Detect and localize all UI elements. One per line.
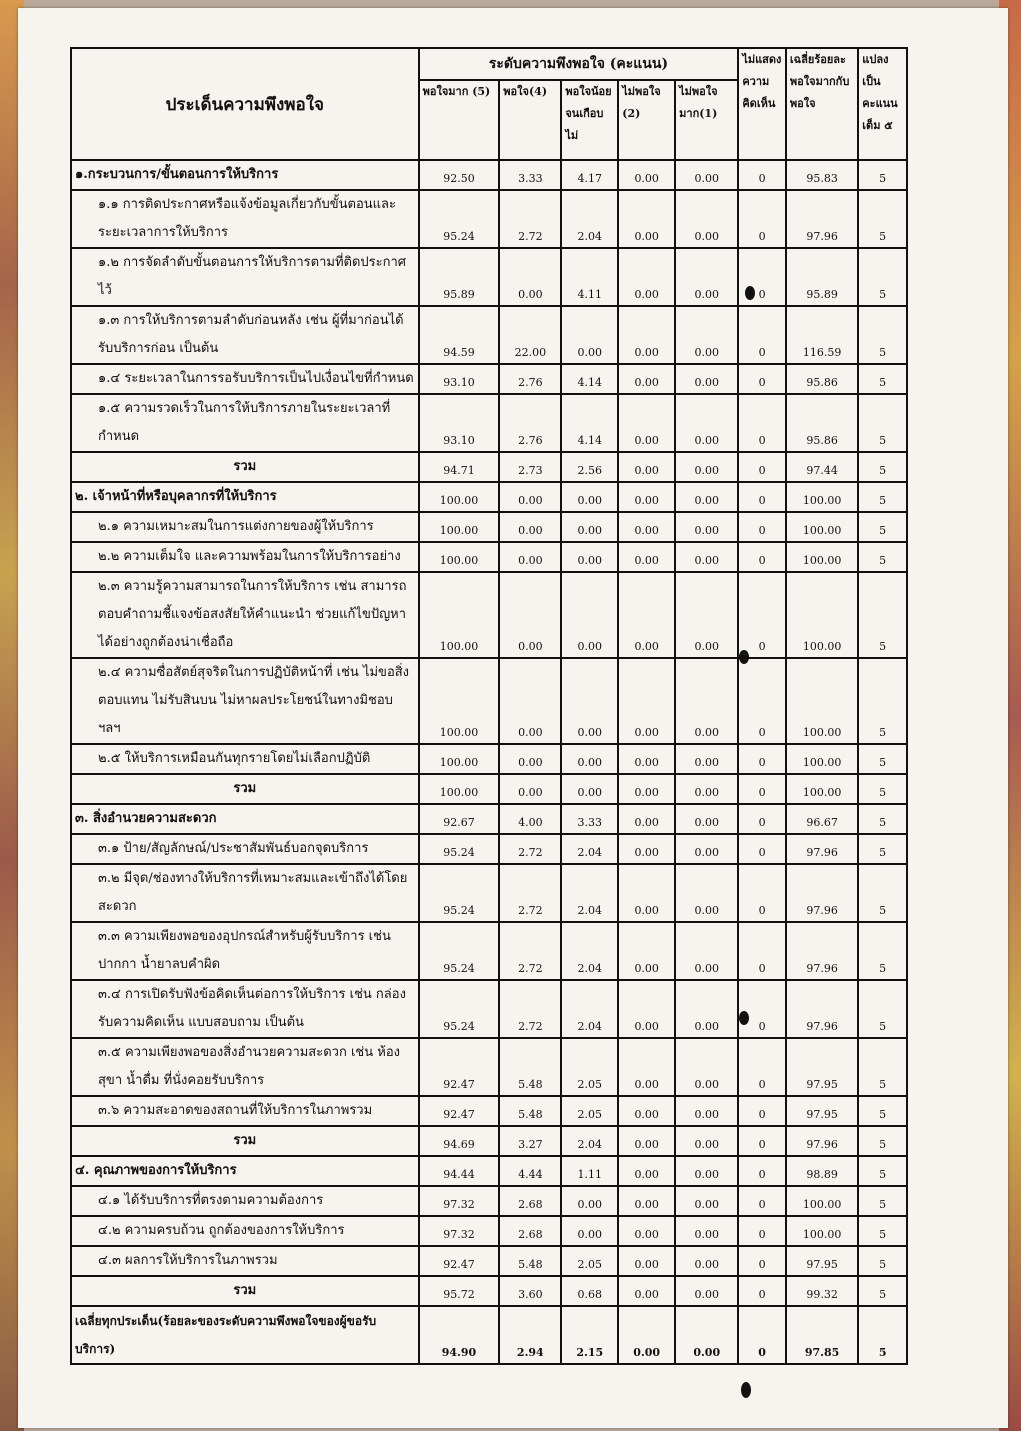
row-label: ๔.๑ ได้รับบริการที่ตรงตามความต้องการ: [71, 1186, 419, 1216]
cell-v4: 0.00: [618, 1246, 675, 1276]
table-row: [71, 922, 907, 980]
cell-v3: 4.14: [561, 364, 618, 394]
cell-v7: 95.86: [786, 364, 858, 394]
cell-v5: 0.00: [675, 248, 738, 306]
header-average: เฉลี่ยร้อยละพอใจมากกับพอใจ: [786, 48, 858, 160]
cell-v2: 3.27: [499, 1126, 561, 1156]
total-row: [71, 452, 907, 482]
cell-v7: 97.95: [786, 1096, 858, 1126]
row-label: ๓.๓ ความเพียงพอของอุปกรณ์สำหรับผู้รับบริการ เช่น ปากกา น้ำยาลบคำผิด: [71, 922, 419, 980]
table-row: [71, 1038, 907, 1096]
cell-v8: 5: [858, 980, 907, 1038]
cell-v5: 0.00: [675, 1186, 738, 1216]
table-row: [71, 542, 907, 572]
cell-v5: 0.00: [675, 834, 738, 864]
cell-v1: 95.24: [419, 864, 500, 922]
cell-v3: 2.05: [561, 1096, 618, 1126]
cell-v2: 0.00: [499, 774, 561, 804]
cell-v2: 0.00: [499, 744, 561, 774]
table-row: [71, 804, 907, 834]
cell-v3: 2.56: [561, 452, 618, 482]
cell-v5: 0.00: [675, 306, 738, 364]
cell-v2: 4.00: [499, 804, 561, 834]
cell-v5: 0.00: [675, 572, 738, 658]
cell-v4: 0.00: [618, 1096, 675, 1126]
cell-v7: 97.96: [786, 980, 858, 1038]
row-label: ๑.๒ การจัดลำดับขั้นตอนการให้บริการตามที่ติดประกาศไว้: [71, 248, 419, 306]
table-row: [71, 658, 907, 744]
header-col-satisfied: พอใจ(4): [499, 80, 561, 160]
cell-v6: 0: [738, 658, 786, 744]
cell-v1: 95.24: [419, 922, 500, 980]
cell-v4: 0.00: [618, 452, 675, 482]
cell-v5: 0.00: [675, 482, 738, 512]
table-row: [71, 512, 907, 542]
table-row: [71, 248, 907, 306]
row-label: ๒.๑ ความเหมาะสมในการแต่งกายของผู้ให้บริการ: [71, 512, 419, 542]
cell-v4: 0.00: [618, 1038, 675, 1096]
cell-v3: 2.04: [561, 834, 618, 864]
cell-v6: 0: [738, 542, 786, 572]
ink-spot: [739, 650, 749, 664]
cell-v7: 97.95: [786, 1246, 858, 1276]
row-label: ๑.๑ การติดประกาศหรือแจ้งข้อมูลเกี่ยวกับขั้นตอนและระยะเวลาการให้บริการ: [71, 190, 419, 248]
row-label: ๑.๕ ความรวดเร็วในการให้บริการภายในระยะเวลาที่กำหนด: [71, 394, 419, 452]
cell-v5: 0.00: [675, 774, 738, 804]
cell-v8: 5: [858, 744, 907, 774]
cell-v1: 93.10: [419, 364, 500, 394]
cell-v1: 94.69: [419, 1126, 500, 1156]
cell-v1: 100.00: [419, 482, 500, 512]
row-label: รวม: [71, 452, 419, 482]
cell-v6: 0: [738, 774, 786, 804]
row-label: ๓.๔ การเปิดรับฟังข้อคิดเห็นต่อการให้บริการ เช่น กล่องรับความคิดเห็น แบบสอบถาม เป็นต้น: [71, 980, 419, 1038]
cell-v8: 5: [858, 1126, 907, 1156]
row-label: ๓.๕ ความเพียงพอของสิ่งอำนวยความสะดวก เช่น ห้องสุขา น้ำดื่ม ที่นั่งคอยรับบริการ: [71, 1038, 419, 1096]
cell-v1: 92.67: [419, 804, 500, 834]
cell-v6: 0: [738, 1306, 786, 1364]
row-label: ๑.๓ การให้บริการตามลำดับก่อนหลัง เช่น ผู้ที่มาก่อนได้รับบริการก่อน เป็นต้น: [71, 306, 419, 364]
cell-v8: 5: [858, 1306, 907, 1364]
cell-v3: 0.68: [561, 1276, 618, 1306]
cell-v6: 0: [738, 744, 786, 774]
cell-v5: 0.00: [675, 542, 738, 572]
cell-v6: 0: [738, 1246, 786, 1276]
cell-v3: 0.00: [561, 512, 618, 542]
cell-v4: 0.00: [618, 160, 675, 190]
cell-v8: 5: [858, 190, 907, 248]
cell-v2: 5.48: [499, 1096, 561, 1126]
header-satisfaction-level: ระดับความพึงพอใจ (คะแนน): [419, 48, 739, 80]
cell-v5: 0.00: [675, 980, 738, 1038]
cell-v2: 2.76: [499, 364, 561, 394]
cell-v4: 0.00: [618, 248, 675, 306]
cell-v4: 0.00: [618, 1126, 675, 1156]
cell-v3: 4.14: [561, 394, 618, 452]
cell-v6: 0: [738, 452, 786, 482]
cell-v6: 0: [738, 1096, 786, 1126]
cell-v5: 0.00: [675, 394, 738, 452]
cell-v3: 3.33: [561, 804, 618, 834]
cell-v2: 2.68: [499, 1216, 561, 1246]
cell-v2: 2.73: [499, 452, 561, 482]
cell-v1: 100.00: [419, 658, 500, 744]
cell-v1: 100.00: [419, 774, 500, 804]
cell-v7: 100.00: [786, 1186, 858, 1216]
cell-v7: 97.96: [786, 922, 858, 980]
cell-v7: 95.89: [786, 248, 858, 306]
cell-v8: 5: [858, 306, 907, 364]
cell-v7: 95.86: [786, 394, 858, 452]
cell-v4: 0.00: [618, 306, 675, 364]
cell-v3: 0.00: [561, 744, 618, 774]
cell-v8: 5: [858, 1246, 907, 1276]
cell-v4: 0.00: [618, 834, 675, 864]
cell-v4: 0.00: [618, 1216, 675, 1246]
cell-v4: 0.00: [618, 1186, 675, 1216]
header-col-slightly: พอใจน้อยจนเกือบไม่: [561, 80, 618, 160]
cell-v5: 0.00: [675, 1096, 738, 1126]
cell-v7: 100.00: [786, 1216, 858, 1246]
cell-v4: 0.00: [618, 512, 675, 542]
cell-v7: 97.95: [786, 1038, 858, 1096]
cell-v3: 0.00: [561, 774, 618, 804]
row-label: เฉลี่ยทุกประเด็น(ร้อยละของระดับความพึงพอใจของผู้ขอรับบริการ): [71, 1306, 419, 1364]
header-col-very-satisfied: พอใจมาก (5): [419, 80, 500, 160]
cell-v1: 100.00: [419, 512, 500, 542]
cell-v5: 0.00: [675, 804, 738, 834]
cell-v7: 97.44: [786, 452, 858, 482]
cell-v2: 0.00: [499, 542, 561, 572]
cell-v8: 5: [858, 1096, 907, 1126]
cell-v4: 0.00: [618, 804, 675, 834]
table-row: [71, 394, 907, 452]
row-label: ๔.๓ ผลการให้บริการในภาพรวม: [71, 1246, 419, 1276]
table-row: [71, 1156, 907, 1186]
table-row: [71, 364, 907, 394]
cell-v2: 0.00: [499, 572, 561, 658]
cell-v7: 96.67: [786, 804, 858, 834]
satisfaction-table: [70, 47, 908, 1365]
row-label: ๑.กระบวนการ/ขั้นตอนการให้บริการ: [71, 160, 419, 190]
cell-v2: 2.94: [499, 1306, 561, 1364]
ink-spot: [741, 1382, 751, 1398]
cell-v5: 0.00: [675, 364, 738, 394]
cell-v7: 116.59: [786, 306, 858, 364]
row-label: ๒.๕ ให้บริการเหมือนกันทุกรายโดยไม่เลือกปฏิบัติ: [71, 744, 419, 774]
cell-v4: 0.00: [618, 774, 675, 804]
cell-v3: 2.04: [561, 922, 618, 980]
table-row: [71, 190, 907, 248]
row-label: ๒.๓ ความรู้ความสามารถในการให้บริการ เช่น สามารถตอบคำถามชี้แจงข้อสงสัยให้คำแนะนำ ช่วยแก้ไขปัญหาได้อย่างถูกต้องน่าเชื่อถือ: [71, 572, 419, 658]
cell-v8: 5: [858, 160, 907, 190]
table-row: [71, 160, 907, 190]
cell-v8: 5: [858, 864, 907, 922]
ink-spot: [739, 1011, 749, 1025]
cell-v6: 0: [738, 572, 786, 658]
cell-v1: 100.00: [419, 744, 500, 774]
cell-v2: 4.44: [499, 1156, 561, 1186]
cell-v4: 0.00: [618, 1276, 675, 1306]
cell-v5: 0.00: [675, 744, 738, 774]
cell-v5: 0.00: [675, 1306, 738, 1364]
table-row: [71, 744, 907, 774]
cell-v3: 0.00: [561, 1216, 618, 1246]
cell-v2: 5.48: [499, 1246, 561, 1276]
cell-v1: 97.32: [419, 1186, 500, 1216]
cell-v6: 0: [738, 1186, 786, 1216]
cell-v1: 94.59: [419, 306, 500, 364]
cell-v4: 0.00: [618, 1156, 675, 1186]
cell-v4: 0.00: [618, 658, 675, 744]
table-row: [71, 306, 907, 364]
table-row: [71, 864, 907, 922]
cell-v8: 5: [858, 248, 907, 306]
cell-v2: 3.60: [499, 1276, 561, 1306]
cell-v3: 2.04: [561, 864, 618, 922]
cell-v8: 5: [858, 774, 907, 804]
cell-v7: 97.96: [786, 1126, 858, 1156]
cell-v7: 100.00: [786, 542, 858, 572]
cell-v2: 5.48: [499, 1038, 561, 1096]
cell-v1: 100.00: [419, 542, 500, 572]
cell-v6: 0: [738, 922, 786, 980]
cell-v6: 0: [738, 364, 786, 394]
cell-v7: 100.00: [786, 512, 858, 542]
cell-v2: 22.00: [499, 306, 561, 364]
cell-v5: 0.00: [675, 922, 738, 980]
cell-v7: 97.96: [786, 834, 858, 864]
cell-v4: 0.00: [618, 542, 675, 572]
cell-v7: 97.96: [786, 864, 858, 922]
cell-v7: 100.00: [786, 774, 858, 804]
row-label: ๒.๒ ความเต็มใจ และความพร้อมในการให้บริการอย่าง: [71, 542, 419, 572]
cell-v1: 92.47: [419, 1246, 500, 1276]
table-row: [71, 572, 907, 658]
cell-v4: 0.00: [618, 744, 675, 774]
cell-v1: 95.24: [419, 190, 500, 248]
header-topic: ประเด็นความพึงพอใจ: [71, 48, 419, 160]
cell-v8: 5: [858, 1038, 907, 1096]
cell-v8: 5: [858, 1186, 907, 1216]
row-label: รวม: [71, 774, 419, 804]
row-label: รวม: [71, 1126, 419, 1156]
total-row: [71, 1276, 907, 1306]
cell-v6: 0: [738, 512, 786, 542]
cell-v2: 2.72: [499, 922, 561, 980]
cell-v4: 0.00: [618, 1306, 675, 1364]
cell-v5: 0.00: [675, 1216, 738, 1246]
cell-v1: 93.10: [419, 394, 500, 452]
cell-v3: 2.15: [561, 1306, 618, 1364]
cell-v8: 5: [858, 1156, 907, 1186]
table-row: [71, 1246, 907, 1276]
header-no-opinion: ไม่แสดงความคิดเห็น: [738, 48, 786, 160]
cell-v1: 92.47: [419, 1038, 500, 1096]
cell-v8: 5: [858, 834, 907, 864]
cell-v4: 0.00: [618, 364, 675, 394]
cell-v7: 100.00: [786, 744, 858, 774]
cell-v6: 0: [738, 160, 786, 190]
cell-v1: 95.24: [419, 834, 500, 864]
cell-v3: 0.00: [561, 542, 618, 572]
cell-v6: 0: [738, 482, 786, 512]
cell-v3: 0.00: [561, 658, 618, 744]
cell-v5: 0.00: [675, 452, 738, 482]
cell-v6: 0: [738, 804, 786, 834]
cell-v1: 92.50: [419, 160, 500, 190]
header-score: แปลงเป็นคะแนนเต็ม ๕: [858, 48, 907, 160]
cell-v2: 2.72: [499, 190, 561, 248]
total-row: [71, 774, 907, 804]
cell-v3: 1.11: [561, 1156, 618, 1186]
cell-v3: 0.00: [561, 306, 618, 364]
cell-v8: 5: [858, 512, 907, 542]
cell-v6: 0: [738, 1276, 786, 1306]
row-label: ๓. สิ่งอำนวยความสะดวก: [71, 804, 419, 834]
table-row: [71, 980, 907, 1038]
header-col-dissatisfied: ไม่พอใจ (2): [618, 80, 675, 160]
cell-v4: 0.00: [618, 394, 675, 452]
cell-v4: 0.00: [618, 190, 675, 248]
cell-v5: 0.00: [675, 190, 738, 248]
cell-v1: 95.89: [419, 248, 500, 306]
cell-v1: 95.24: [419, 980, 500, 1038]
table-row: [71, 834, 907, 864]
cell-v2: 0.00: [499, 658, 561, 744]
cell-v6: 0: [738, 1156, 786, 1186]
cell-v6: 0: [738, 1038, 786, 1096]
cell-v2: 2.72: [499, 834, 561, 864]
cell-v2: 3.33: [499, 160, 561, 190]
cell-v6: 0: [738, 1126, 786, 1156]
cell-v5: 0.00: [675, 1246, 738, 1276]
row-label: ๑.๔ ระยะเวลาในการรอรับบริการเป็นไปเงื่อนไขที่กำหนด: [71, 364, 419, 394]
cell-v1: 100.00: [419, 572, 500, 658]
cell-v7: 99.32: [786, 1276, 858, 1306]
cell-v2: 2.72: [499, 980, 561, 1038]
cell-v8: 5: [858, 452, 907, 482]
row-label: ๓.๑ ป้าย/สัญลักษณ์/ประชาสัมพันธ์บอกจุดบริการ: [71, 834, 419, 864]
total-row: [71, 1126, 907, 1156]
cell-v6: 0: [738, 190, 786, 248]
cell-v8: 5: [858, 804, 907, 834]
row-label: ๔. คุณภาพของการให้บริการ: [71, 1156, 419, 1186]
cell-v2: 0.00: [499, 482, 561, 512]
cell-v7: 97.96: [786, 190, 858, 248]
cell-v3: 4.11: [561, 248, 618, 306]
cell-v7: 100.00: [786, 482, 858, 512]
cell-v2: 2.76: [499, 394, 561, 452]
row-label: ๒.๔ ความซื่อสัตย์สุจริตในการปฏิบัติหน้าที่ เช่น ไม่ขอสิ่งตอบแทน ไม่รับสินบน ไม่หาผลประโยชน์ในทางมิชอบ ฯลฯ: [71, 658, 419, 744]
cell-v5: 0.00: [675, 1276, 738, 1306]
ink-spot: [745, 286, 755, 300]
cell-v1: 92.47: [419, 1096, 500, 1126]
cell-v6: 0: [738, 1216, 786, 1246]
cell-v1: 94.90: [419, 1306, 500, 1364]
cell-v3: 0.00: [561, 1186, 618, 1216]
cell-v5: 0.00: [675, 864, 738, 922]
cell-v4: 0.00: [618, 922, 675, 980]
table-row: [71, 1096, 907, 1126]
row-label: รวม: [71, 1276, 419, 1306]
cell-v6: 0: [738, 248, 786, 306]
cell-v7: 100.00: [786, 572, 858, 658]
cell-v8: 5: [858, 542, 907, 572]
cell-v5: 0.00: [675, 658, 738, 744]
cell-v1: 97.32: [419, 1216, 500, 1246]
cell-v5: 0.00: [675, 160, 738, 190]
cell-v7: 97.85: [786, 1306, 858, 1364]
cell-v1: 94.44: [419, 1156, 500, 1186]
cell-v2: 0.00: [499, 512, 561, 542]
cell-v8: 5: [858, 394, 907, 452]
cell-v3: 2.05: [561, 1038, 618, 1096]
cell-v1: 94.71: [419, 452, 500, 482]
cell-v8: 5: [858, 364, 907, 394]
cell-v3: 0.00: [561, 572, 618, 658]
cell-v1: 95.72: [419, 1276, 500, 1306]
cell-v8: 5: [858, 572, 907, 658]
cell-v7: 100.00: [786, 658, 858, 744]
cell-v3: 2.05: [561, 1246, 618, 1276]
cell-v3: 2.04: [561, 1126, 618, 1156]
row-label: ๒. เจ้าหน้าที่หรือบุคลากรที่ให้บริการ: [71, 482, 419, 512]
row-label: ๔.๒ ความครบถ้วน ถูกต้องของการให้บริการ: [71, 1216, 419, 1246]
cell-v4: 0.00: [618, 572, 675, 658]
cell-v8: 5: [858, 482, 907, 512]
row-label: ๓.๖ ความสะอาดของสถานที่ให้บริการในภาพรวม: [71, 1096, 419, 1126]
cell-v7: 95.83: [786, 160, 858, 190]
cell-v3: 2.04: [561, 190, 618, 248]
cell-v5: 0.00: [675, 512, 738, 542]
cell-v7: 98.89: [786, 1156, 858, 1186]
table-row: [71, 482, 907, 512]
cell-v2: 2.72: [499, 864, 561, 922]
cell-v6: 0: [738, 834, 786, 864]
paper-sheet: [18, 8, 1008, 1428]
cell-v8: 5: [858, 1276, 907, 1306]
cell-v3: 4.17: [561, 160, 618, 190]
cell-v4: 0.00: [618, 864, 675, 922]
cell-v6: 0: [738, 394, 786, 452]
cell-v2: 0.00: [499, 248, 561, 306]
table-row: [71, 1186, 907, 1216]
cell-v8: 5: [858, 922, 907, 980]
cell-v6: 0: [738, 864, 786, 922]
cell-v5: 0.00: [675, 1038, 738, 1096]
cell-v6: 0: [738, 980, 786, 1038]
table-row: [71, 1216, 907, 1246]
row-label: ๓.๒ มีจุด/ช่องทางให้บริการที่เหมาะสมและเข้าถึงได้โดยสะดวก: [71, 864, 419, 922]
cell-v5: 0.00: [675, 1126, 738, 1156]
average-row: [71, 1306, 907, 1364]
cell-v4: 0.00: [618, 980, 675, 1038]
cell-v2: 2.68: [499, 1186, 561, 1216]
cell-v5: 0.00: [675, 1156, 738, 1186]
cell-v4: 0.00: [618, 482, 675, 512]
header-col-very-dissatisfied: ไม่พอใจมาก(1): [675, 80, 738, 160]
cell-v3: 0.00: [561, 482, 618, 512]
cell-v6: 0: [738, 306, 786, 364]
cell-v3: 2.04: [561, 980, 618, 1038]
cell-v8: 5: [858, 1216, 907, 1246]
cell-v8: 5: [858, 658, 907, 744]
